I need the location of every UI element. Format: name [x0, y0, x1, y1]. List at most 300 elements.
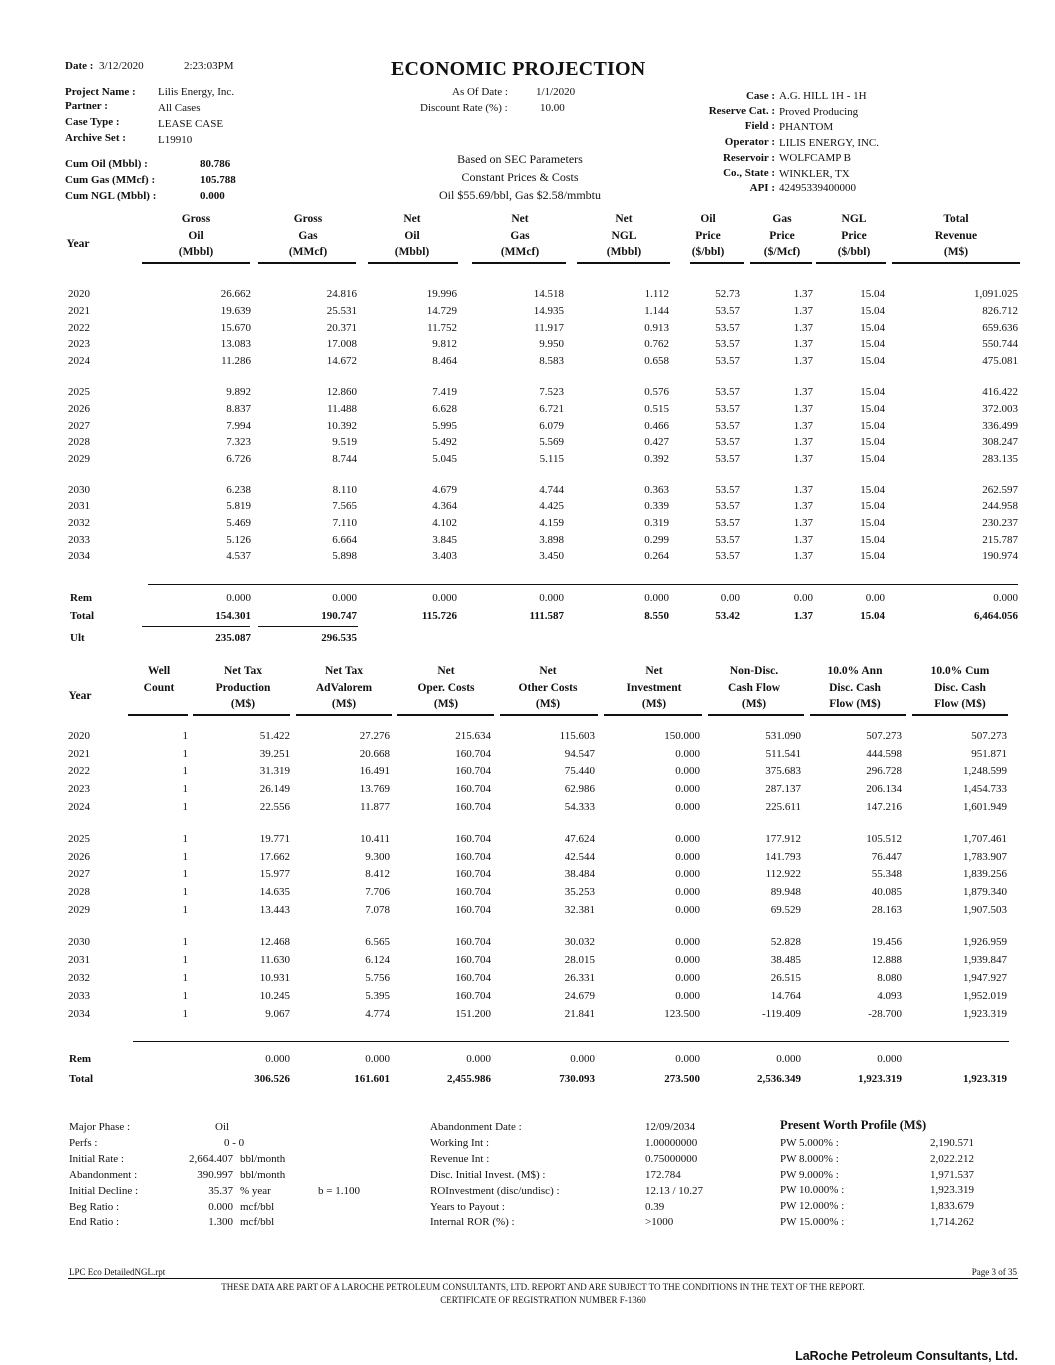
- table1-cell: 5.898: [332, 550, 357, 562]
- table1-cell: 262.597: [982, 484, 1018, 496]
- table1-cell: 9.519: [332, 436, 357, 448]
- end-ratio-unit: mcf/bbl: [240, 1216, 275, 1228]
- table1-row: [0, 418, 1055, 435]
- table1-cell: 0.427: [644, 436, 669, 448]
- table2-cell: 160.704: [455, 851, 491, 863]
- table1-cell: 0.339: [644, 500, 669, 512]
- table1-cell-year: 2024: [68, 355, 90, 367]
- table1-header-line: Net: [511, 213, 529, 225]
- table1-header-line: [23, 219, 133, 236]
- abandonment-date-label: Abandonment Date :: [430, 1121, 522, 1133]
- table1-cell: 190.974: [982, 550, 1018, 562]
- table2-header-line: Disc. Cash: [934, 681, 986, 694]
- table1-header-line: (Mbbl): [394, 246, 430, 258]
- table1-total-row-cell: 8.550: [644, 610, 669, 622]
- table2-cell-year: 2023: [68, 783, 90, 795]
- table2-header-line: Net: [645, 665, 663, 677]
- table1-cell: 4.159: [539, 517, 564, 529]
- table1-cell-year: 2023: [68, 338, 90, 350]
- pw-row-value: 2,022.212: [930, 1152, 974, 1165]
- table1-cell: 11.752: [427, 322, 457, 334]
- table1-header-line: NGL: [611, 229, 637, 242]
- table2-header-line: Cash Flow: [727, 681, 781, 694]
- table2-cell: 1: [182, 730, 188, 742]
- table1-cell: 3.403: [432, 550, 457, 562]
- table2-cell: 12.888: [871, 954, 902, 966]
- table2-cell: 1: [182, 936, 188, 948]
- table1-cell: 26.662: [220, 288, 251, 300]
- table1-cell: 15.04: [860, 550, 885, 562]
- table1-header-line: Gas: [298, 229, 318, 242]
- table1-header-underline: [142, 262, 250, 264]
- table2-cell: 0.000: [675, 833, 700, 845]
- table1-header-underline: [472, 262, 566, 264]
- table2-header-underline: [128, 714, 188, 716]
- table1-rem-row-cell: 0.00: [793, 592, 813, 604]
- internal-ror-value: >1000: [645, 1216, 674, 1228]
- table2-cell-year: 2028: [68, 886, 90, 898]
- table1-cell-year: 2029: [68, 453, 90, 465]
- table1-row: [0, 336, 1055, 353]
- table1-cell: 1.37: [793, 386, 813, 398]
- table2-cell: 26.515: [770, 972, 801, 984]
- table2-rem-row-cell: 0.000: [265, 1053, 290, 1065]
- table2-cell-year: 2027: [68, 868, 90, 880]
- table2-cell: 160.704: [455, 833, 491, 845]
- report-name: LPC Eco DetailedNGL.rpt: [69, 1267, 166, 1277]
- years-to-payout-label: Years to Payout :: [430, 1201, 505, 1213]
- table1-cell: 1.37: [793, 453, 813, 465]
- table1-rem-row-cell: 0.000: [644, 592, 669, 604]
- table2-total-row-cell: 730.093: [559, 1073, 595, 1085]
- table1-cell: 53.57: [715, 534, 740, 546]
- table1-header-line: Gas: [510, 229, 530, 242]
- table1-header-line: Price: [841, 229, 867, 242]
- table1-cell: 20.371: [326, 322, 357, 334]
- table1-header-line: (MMcf): [288, 246, 328, 258]
- table2-header-underline: [912, 714, 1008, 716]
- table1-cell: 8.583: [539, 355, 564, 367]
- table2-rem-row-label: Rem: [69, 1053, 91, 1065]
- table2-cell: 11.877: [360, 801, 390, 813]
- table2-cell: 10.931: [259, 972, 290, 984]
- table2-header-underline: [708, 714, 804, 716]
- table1-header-underline: [258, 262, 356, 264]
- table1-cell: 15.04: [860, 453, 885, 465]
- table1-cell: 52.73: [715, 288, 740, 300]
- table1-cell: 1.37: [793, 500, 813, 512]
- table1-cell: 6.664: [332, 534, 357, 546]
- table2-cell: 52.828: [770, 936, 801, 948]
- table2-cell: 13.769: [359, 783, 390, 795]
- table1-ult-cell: 296.535: [321, 632, 357, 644]
- table2-cell: 1,248.599: [963, 765, 1007, 777]
- table2-cell: 13.443: [259, 904, 290, 916]
- revenue-int-label: Revenue Int :: [430, 1153, 490, 1165]
- table2-cell: 31.319: [259, 765, 290, 777]
- table2-cell: 89.948: [770, 886, 801, 898]
- table1-cell: 8.464: [432, 355, 457, 367]
- table2-row: [0, 1006, 1055, 1023]
- table1-cell: 53.57: [715, 386, 740, 398]
- table2-cell: 27.276: [359, 730, 390, 742]
- pw-row-value: 1,971.537: [930, 1168, 974, 1181]
- table1-cell: 25.531: [326, 305, 357, 317]
- abandonment-unit: bbl/month: [240, 1169, 286, 1181]
- table1-cell: 1.112: [644, 288, 669, 300]
- table2-cell: 0.000: [675, 748, 700, 760]
- table1-cell: 372.003: [982, 403, 1018, 415]
- table2-row: [0, 763, 1055, 780]
- table1-ult-label: Ult: [70, 632, 85, 644]
- table1-cell: 15.04: [860, 534, 885, 546]
- table2-cell: 123.500: [664, 1008, 700, 1020]
- table2-cell: 0.000: [675, 936, 700, 948]
- table1-row: [0, 451, 1055, 468]
- table2-header-line: Production: [215, 681, 271, 694]
- table2-header-6: [599, 663, 709, 713]
- table2-header-line: (M$): [433, 698, 459, 710]
- major-phase-value: Oil: [215, 1121, 230, 1133]
- discount-rate-value: 10.00: [540, 102, 565, 114]
- table2-cell: 42.544: [564, 851, 595, 863]
- table2-cell-year: 2025: [68, 833, 90, 845]
- table2-row: [0, 902, 1055, 919]
- table2-rem-row-cell: 0.000: [776, 1053, 801, 1065]
- initial-rate-unit: bbl/month: [240, 1153, 286, 1165]
- table1-cell-year: 2025: [68, 386, 90, 398]
- pw-row-label: PW 15.000% :: [780, 1216, 845, 1228]
- discount-rate-label: Discount Rate (%) :: [420, 102, 508, 114]
- table2-cell: 10.411: [360, 833, 390, 845]
- table2-cell: 1,952.019: [963, 990, 1007, 1002]
- table1-cell: 550.744: [982, 338, 1018, 350]
- table1-cell: 7.523: [539, 386, 564, 398]
- table1-header-line: [23, 252, 133, 269]
- table2-header-line: AdValorem: [315, 681, 373, 694]
- table2-cell: 507.273: [866, 730, 902, 742]
- table1-cell: 11.488: [327, 403, 357, 415]
- table2-cell: 69.529: [770, 904, 801, 916]
- table1-header-line: NGL: [841, 213, 867, 225]
- table2-header-7: [699, 663, 809, 713]
- table1-cell: 53.57: [715, 322, 740, 334]
- reservoir-label: Reservoir :: [722, 152, 775, 164]
- table2-row: [0, 831, 1055, 848]
- table2-cell: 151.200: [455, 1008, 491, 1020]
- table2-cell: 32.381: [564, 904, 595, 916]
- table1-cell-year: 2020: [68, 288, 90, 300]
- table2-row: [0, 970, 1055, 987]
- table2-cell-year: 2032: [68, 972, 90, 984]
- table1-header-line: (Mbbl): [178, 246, 214, 258]
- table1-cell: 283.135: [982, 453, 1018, 465]
- cum-gas-label: Cum Gas (MMcf) :: [65, 174, 156, 186]
- table1-total-row-cell: 111.587: [529, 610, 564, 622]
- cum-oil-label: Cum Oil (Mbbl) :: [65, 158, 148, 170]
- table2-cell: 444.598: [866, 748, 902, 760]
- table1-header-line: Year: [66, 237, 90, 250]
- table2-cell: 1: [182, 783, 188, 795]
- table1-header-line: Net: [403, 213, 421, 225]
- table2-cell: 76.447: [871, 851, 902, 863]
- table2-cell: 8.412: [365, 868, 390, 880]
- table1-header-line: Oil: [404, 229, 420, 242]
- table2-cell: 1: [182, 868, 188, 880]
- table2-cell: 6.124: [365, 954, 390, 966]
- table1-header-line: Price: [769, 229, 795, 242]
- table2-header-line: Count: [143, 681, 175, 694]
- case-type-value: LEASE CASE: [158, 118, 224, 130]
- table2-header-line: Net Tax: [324, 665, 364, 677]
- table1-row: [0, 515, 1055, 532]
- table2-cell: 19.771: [259, 833, 290, 845]
- table2-cell: 62.986: [564, 783, 595, 795]
- table2-row: [0, 884, 1055, 901]
- table2-cell: 215.634: [455, 730, 491, 742]
- table1-cell: 0.658: [644, 355, 669, 367]
- table2-rem-row-cell: 0.000: [675, 1053, 700, 1065]
- table1-cell: 1.144: [644, 305, 669, 317]
- table1-cell-year: 2021: [68, 305, 90, 317]
- table2-row: [0, 728, 1055, 745]
- table1-rem-row-label: Rem: [70, 592, 92, 604]
- as-of-label: As Of Date :: [452, 86, 508, 98]
- table2-row: [0, 952, 1055, 969]
- table2-header-line: (M$): [230, 698, 256, 710]
- table2-cell: 0.000: [675, 851, 700, 863]
- table2-cell: 0.000: [675, 954, 700, 966]
- table1-header-line: Gas: [772, 213, 792, 225]
- table1-cell: 1.37: [793, 484, 813, 496]
- table1-cell: 53.57: [715, 355, 740, 367]
- table1-cell: 14.729: [426, 305, 457, 317]
- table2-total-row-cell: 161.601: [354, 1073, 390, 1085]
- time-value: 2:23:03PM: [184, 60, 234, 72]
- table2-cell: 5.395: [365, 990, 390, 1002]
- table1-total-row-cell: 154.301: [215, 610, 251, 622]
- table1-cell-year: 2034: [68, 550, 90, 562]
- table1-cell: 1.37: [793, 305, 813, 317]
- table2-cell: 296.728: [866, 765, 902, 777]
- table2-total-row-cell: 1,923.319: [963, 1073, 1007, 1085]
- table2-cell: 160.704: [455, 904, 491, 916]
- table1-cell: 7.994: [226, 420, 251, 432]
- table1-cell: 826.712: [982, 305, 1018, 317]
- table2-cell-year: 2021: [68, 748, 90, 760]
- table1-rem-row-cell: 0.000: [993, 592, 1018, 604]
- table2-header-line: Disc. Cash: [829, 681, 881, 694]
- table1-row: [0, 434, 1055, 451]
- reservoir-value: WOLFCAMP B: [779, 152, 852, 164]
- table2-cell: 0.000: [675, 765, 700, 777]
- table2-cell: 1: [182, 833, 188, 845]
- table2-cell: 39.251: [259, 748, 290, 760]
- date-value: 3/12/2020: [99, 60, 144, 72]
- table2-cell: 15.977: [259, 868, 290, 880]
- table2-cell: 507.273: [971, 730, 1007, 742]
- table1-cell: 53.57: [715, 500, 740, 512]
- table2-cell-year: 2034: [68, 1008, 90, 1020]
- pw-row-value: 1,714.262: [930, 1216, 974, 1228]
- table1-cell: 475.081: [982, 355, 1018, 367]
- table1-cell: 0.299: [644, 534, 669, 546]
- table2-header-line: Well: [147, 665, 171, 677]
- table1-header-underline: [892, 262, 1020, 264]
- table1-cell: 15.04: [860, 338, 885, 350]
- case-value: A.G. HILL 1H - 1H: [779, 90, 867, 102]
- table2-header-line: Non-Disc.: [729, 665, 779, 677]
- table2-cell: 147.216: [866, 801, 902, 813]
- table2-row: [0, 866, 1055, 883]
- table2-cell: 160.704: [455, 868, 491, 880]
- reserve-cat-value: Proved Producing: [779, 106, 859, 118]
- table2-cell-year: 2029: [68, 904, 90, 916]
- cum-ngl-label: Cum NGL (Mbbl) :: [65, 190, 157, 202]
- table1-ult-cell: 235.087: [215, 632, 251, 644]
- table1-cell: 308.247: [982, 436, 1018, 448]
- table2-cell: 141.793: [765, 851, 801, 863]
- table1-cell: 3.450: [539, 550, 564, 562]
- cum-ngl-value: 0.000: [200, 190, 225, 202]
- initial-decline-value: 35.37: [208, 1185, 233, 1197]
- table1-cell: 15.04: [860, 500, 885, 512]
- table1-cell: 0.319: [644, 517, 669, 529]
- table2-cell: 22.556: [259, 801, 290, 813]
- table1-rem-row: [0, 590, 1055, 607]
- table2-cell: 115.603: [559, 730, 595, 742]
- table2-cell: 105.512: [866, 833, 902, 845]
- table2-total-row-cell: 306.526: [254, 1073, 290, 1085]
- table2-rem-row-cell: 0.000: [466, 1053, 491, 1065]
- table1-rem-row-cell: 0.000: [539, 592, 564, 604]
- table2-cell: 19.456: [871, 936, 902, 948]
- basis-line-2: Constant Prices & Costs: [461, 170, 579, 184]
- footer-divider: [68, 1278, 1018, 1279]
- table2-cell: 20.668: [359, 748, 390, 760]
- table1-cell: 9.892: [226, 386, 251, 398]
- table1-cell: 15.04: [860, 403, 885, 415]
- table1-cell: 13.083: [220, 338, 251, 350]
- table2-header-line: Net: [539, 665, 557, 677]
- table1-cell: 1.37: [793, 355, 813, 367]
- table2-header-9: [905, 663, 1015, 713]
- table2-cell: 94.547: [564, 748, 595, 760]
- table1-cell: 7.110: [332, 517, 357, 529]
- table2-header-underline: [810, 714, 906, 716]
- table1-cell: 15.04: [860, 322, 885, 334]
- table2-cell: 0.000: [675, 886, 700, 898]
- table2-cell: 1,601.949: [963, 801, 1007, 813]
- table1-cell: 1.37: [793, 403, 813, 415]
- table1-total-row: [0, 608, 1055, 625]
- table1-cell: 8.837: [226, 403, 251, 415]
- table2-cell: 1: [182, 886, 188, 898]
- table1-header-line: Gross: [293, 213, 323, 225]
- table2-cell: 40.085: [871, 886, 902, 898]
- field-value: PHANTOM: [779, 121, 834, 133]
- table2-cell: 206.134: [866, 783, 902, 795]
- roi-label: ROInvestment (disc/undisc) :: [430, 1185, 560, 1197]
- reserve-cat-label: Reserve Cat. :: [708, 105, 775, 117]
- table2-cell: 38.484: [564, 868, 595, 880]
- table1-cell: 1.37: [793, 288, 813, 300]
- table1-header-line: Oil: [188, 229, 204, 242]
- table1-cell: 24.816: [326, 288, 357, 300]
- initial-rate-value: 2,664.407: [189, 1153, 233, 1165]
- table2-cell: 1: [182, 954, 188, 966]
- table1-cell: 4.102: [432, 517, 457, 529]
- table2-cell: 112.922: [765, 868, 801, 880]
- disc-initial-invest-label: Disc. Initial Invest. (M$) :: [430, 1169, 546, 1181]
- table2-cell: 8.080: [877, 972, 902, 984]
- table2-cell: 14.635: [259, 886, 290, 898]
- co-state-value: WINKLER, TX: [779, 168, 850, 180]
- table1-row: [0, 401, 1055, 418]
- table1-cell: 1.37: [793, 517, 813, 529]
- table2-cell-year: 2033: [68, 990, 90, 1002]
- table1-total-row-cell: 1.37: [793, 610, 813, 622]
- table1-header-3: [357, 211, 467, 261]
- table1-cell: 14.935: [533, 305, 564, 317]
- table2-cell: 531.090: [765, 730, 801, 742]
- table1-cell: 3.845: [432, 534, 457, 546]
- table1-row: [0, 384, 1055, 401]
- table1-header-line: Oil: [700, 213, 716, 225]
- revenue-int-value: 0.75000000: [645, 1153, 698, 1165]
- table1-cell-year: 2032: [68, 517, 90, 529]
- table1-cell-year: 2026: [68, 403, 90, 415]
- initial-decline-label: Initial Decline :: [69, 1185, 139, 1197]
- roi-value: 12.13 / 10.27: [645, 1185, 704, 1197]
- table2-cell: 1: [182, 748, 188, 760]
- table2-total-row-cell: 1,923.319: [858, 1073, 902, 1085]
- table1-cell: 1.37: [793, 550, 813, 562]
- table2-header-line: 10.0% Cum: [930, 665, 990, 677]
- table2-cell: 160.704: [455, 765, 491, 777]
- page-title: ECONOMIC PROJECTION: [391, 58, 646, 80]
- table2-cell: 160.704: [455, 886, 491, 898]
- field-label: Field :: [744, 120, 775, 132]
- pw-row-value: 1,923.319: [930, 1184, 974, 1197]
- pw-row-label: PW 5.000% :: [780, 1137, 839, 1149]
- table2-cell: 1,926.959: [963, 936, 1007, 948]
- table1-rem-row-cell: 0.000: [226, 592, 251, 604]
- as-of-value: 1/1/2020: [536, 86, 576, 98]
- case-type-label: Case Type :: [65, 116, 120, 128]
- table1-cell: 15.04: [860, 355, 885, 367]
- cum-oil-value: 80.786: [200, 158, 231, 170]
- table1-header-line: (Mbbl): [606, 246, 642, 258]
- table1-header-line: (MMcf): [500, 246, 540, 258]
- table1-cell: 15.04: [860, 420, 885, 432]
- table2-cell: 75.440: [564, 765, 595, 777]
- table1-cell: 1.37: [793, 420, 813, 432]
- table2-cell: 1: [182, 972, 188, 984]
- table1-cell: 215.787: [982, 534, 1018, 546]
- table1-cell: 15.670: [220, 322, 251, 334]
- table1-cell: 53.57: [715, 403, 740, 415]
- table1-cell: 53.57: [715, 484, 740, 496]
- table2-cell: 28.015: [564, 954, 595, 966]
- table1-row: [0, 482, 1055, 499]
- table1-cell: 7.565: [332, 500, 357, 512]
- table2-cell: 4.093: [877, 990, 902, 1002]
- table2-cell: 0.000: [675, 990, 700, 1002]
- table2-header-line: 10.0% Ann: [827, 665, 883, 677]
- table1-cell: 5.492: [432, 436, 457, 448]
- table1-cell: 230.237: [982, 517, 1018, 529]
